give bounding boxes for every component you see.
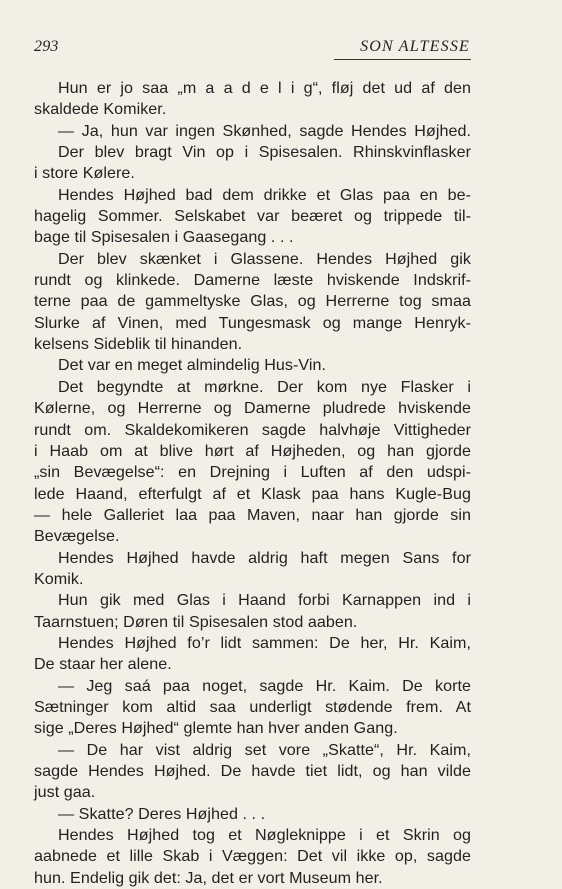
text-line: Taarnstuen; Døren til Spisesalen stod aaben.: [34, 612, 358, 631]
text-line: Kølerne, og Herrerne og Damerne pludrede hviskende: [34, 399, 471, 418]
text-line: sige „Deres Højhed“ glemte han hver anden Gang.: [34, 719, 398, 738]
text-line: Hendes Højhed bad dem drikke et Glas paa en be-: [58, 185, 471, 204]
text-line: rundt om. Skaldekomikeren sagde halvhøje Vittigheder: [34, 420, 471, 439]
text-line: i Haab om at blive hørt af Højheden, og han gjorde: [34, 441, 471, 460]
text-line: Komik.: [34, 569, 84, 588]
text-line: Der blev skænket i Glassene. Hendes Højhed gik: [58, 249, 471, 268]
text-line: Sætninger kom altid saa underligt stødende frem. At: [34, 697, 471, 716]
text-line: — Ja, hun var ingen Skønhed, sagde Hendes Højhed.: [58, 121, 471, 140]
text-line: sagde Hendes Højhed. De havde tiet lidt, og han vilde: [34, 762, 471, 780]
body-text: [34, 78, 471, 889]
text-line: — De har vist aldrig set vore „Skatte“, Hr. Kaim,: [58, 740, 471, 759]
text-line: aabnede et lille Skab i Væggen: Det vil ikke op, sagde: [34, 847, 471, 866]
text-line: Slurke af Vinen, med Tungesmask og mange Henryk-: [34, 313, 471, 332]
text-line: just gaa.: [34, 783, 96, 802]
text-line: rundt og klinkede. Damerne læste hviskende Indskrif-: [34, 271, 471, 290]
text-line: i store Kølere.: [34, 164, 135, 183]
text-line: — Skatte? Deres Højhed . . .: [58, 804, 266, 823]
text-line: skaldede Komiker.: [34, 100, 167, 119]
text-line: hun. Endelig gik det: Ja, det er vort Museum her.: [34, 868, 383, 887]
text-line: Hun er jo saa „m a a d e l i g“, fløj det ud af den: [58, 79, 471, 97]
text-line: Hun gik med Glas i Haand forbi Karnappen ind i: [58, 591, 471, 610]
page-number: 293: [34, 38, 59, 55]
text-line: terne paa de gammeltyske Glas, og Herrerne tog smaa: [34, 292, 471, 311]
text-line: De staar her alene.: [34, 655, 172, 674]
page-header: [34, 38, 470, 58]
header-rule: [334, 59, 471, 60]
text-line: — hele Galleriet laa paa Maven, naar han gjorde sin: [34, 505, 471, 524]
text-line: „sin Bevægelse“: en Drejning i Luften af den udspi-: [34, 463, 471, 482]
text-line: kelsens Sideblik til hinanden.: [34, 335, 243, 354]
text-line: bage til Spisesalen i Gaasegang . . .: [34, 228, 294, 247]
text-line: Hendes Højhed havde aldrig haft megen Sans for: [58, 548, 471, 567]
text-line: hagelig Sommer. Selskabet var beæret og trippede til-: [34, 207, 471, 226]
text-line: Hendes Højhed tog et Nøgleknippe i et Skrin og: [58, 826, 471, 845]
text-line: Hendes Højhed fo’r lidt sammen: De her, Hr. Kaim,: [58, 633, 471, 652]
text-line: Der blev bragt Vin op i Spisesalen. Rhinskvinflasker: [58, 143, 471, 162]
text-line: — Jeg saá paa noget, sagde Hr. Kaim. De korte: [58, 676, 471, 695]
text-line: Det begyndte at mørkne. Der kom nye Flasker i: [58, 377, 471, 396]
text-line: Bevægelse.: [34, 527, 120, 546]
text-line: lede Haand, efterfulgt af et Klask paa hans Kugle-Bug: [34, 484, 471, 503]
text-line: Det var en meget almindelig Hus-Vin.: [58, 356, 327, 375]
running-title: SON ALTESSE: [360, 38, 470, 55]
